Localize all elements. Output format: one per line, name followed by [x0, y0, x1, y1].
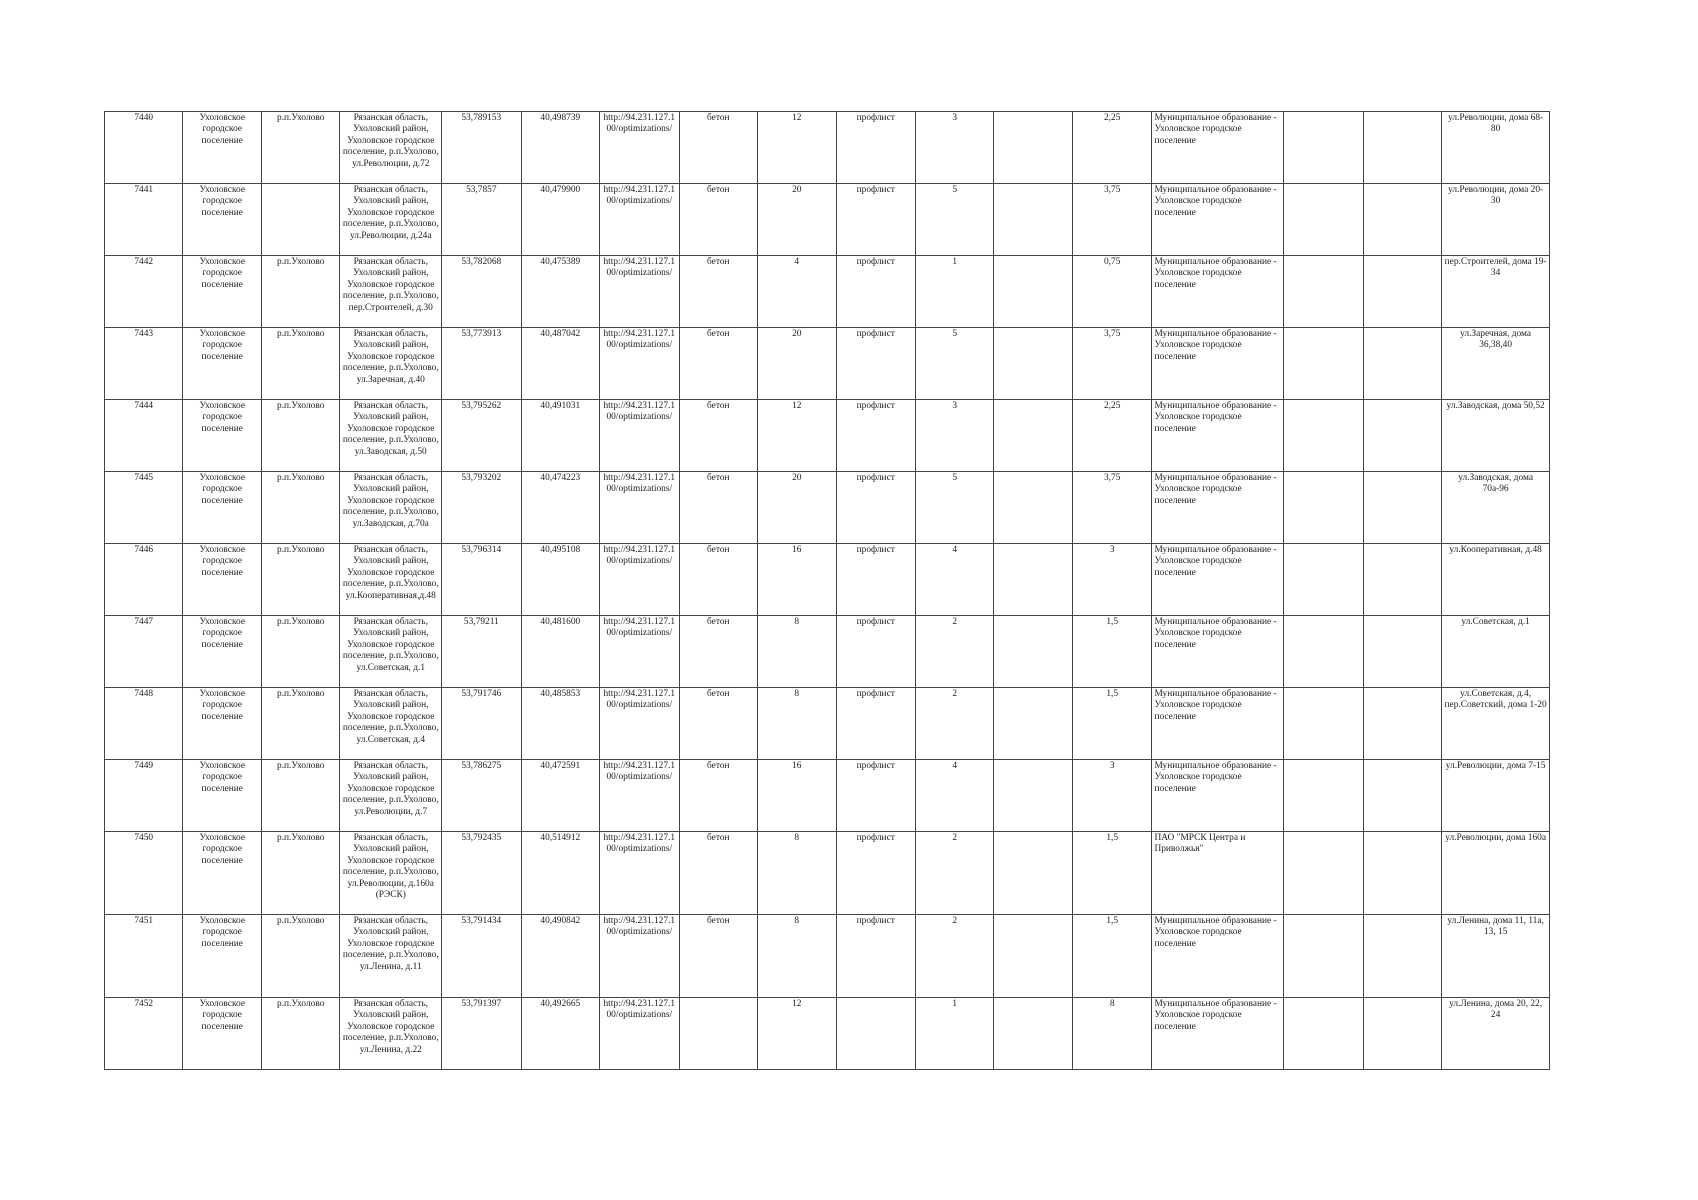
- waste-sources-cell: ул.Революции, дома 160а: [1442, 832, 1550, 915]
- empty-cell: [994, 832, 1072, 915]
- container-count-cell: 2: [915, 616, 993, 688]
- area-cell: 20: [758, 472, 836, 544]
- waste-sources-cell: ул.Ленина, дома 11, 11а, 13, 15: [1442, 915, 1550, 998]
- waste-sources-cell: ул.Заводская, дома 50,52: [1442, 400, 1550, 472]
- empty-cell: [994, 184, 1072, 256]
- area-cell: 12: [758, 998, 836, 1070]
- locality-cell: р.п.Ухолово: [261, 915, 339, 998]
- table-row: [105, 112, 1550, 184]
- locality-cell: р.п.Ухолово: [261, 688, 339, 760]
- map-link-cell: http://94.231.127.100/optimizations/: [600, 760, 679, 832]
- latitude-cell: 53,791746: [442, 688, 521, 760]
- map-link-cell: http://94.231.127.100/optimizations/: [600, 688, 679, 760]
- settlement-cell: Ухоловское городское поселение: [183, 616, 261, 688]
- waste-sources-cell: ул.Советская, д.1: [1442, 616, 1550, 688]
- container-count-cell: 1: [915, 998, 993, 1070]
- surface-type-cell: [679, 998, 757, 1070]
- locality-cell: р.п.Ухолово: [261, 328, 339, 400]
- table-row: [105, 915, 1550, 998]
- surface-type-cell: бетон: [679, 400, 757, 472]
- empty-cell: [994, 760, 1072, 832]
- fence-type-cell: профлист: [836, 832, 915, 915]
- owner-cell: Муниципальное образование - Ухоловское городское поселение: [1152, 616, 1284, 688]
- waste-sources-cell: ул.Революции, дома 68-80: [1442, 112, 1550, 184]
- volume-cell: 1,5: [1072, 616, 1151, 688]
- surface-type-cell: бетон: [679, 184, 757, 256]
- locality-cell: р.п.Ухолово: [261, 544, 339, 616]
- owner-cell: Муниципальное образование - Ухоловское городское поселение: [1152, 400, 1284, 472]
- address-cell: Рязанская область, Ухоловский район, Ухоловское городское поселение, р.п.Ухолово, ул.Революции, д.7: [340, 760, 442, 832]
- volume-cell: 3: [1072, 760, 1151, 832]
- area-cell: 12: [758, 400, 836, 472]
- waste-sources-cell: ул.Ленина, дома 20, 22, 24: [1442, 998, 1550, 1070]
- empty-cell: [1284, 616, 1363, 688]
- container-count-cell: 3: [915, 400, 993, 472]
- fence-type-cell: профлист: [836, 400, 915, 472]
- fence-type-cell: профлист: [836, 256, 915, 328]
- empty-cell: [994, 616, 1072, 688]
- volume-cell: 2,25: [1072, 112, 1151, 184]
- longitude-cell: 40,474223: [521, 472, 599, 544]
- settlement-cell: Ухоловское городское поселение: [183, 998, 261, 1070]
- empty-cell: [1363, 328, 1441, 400]
- latitude-cell: 53,773913: [442, 328, 521, 400]
- fence-type-cell: профлист: [836, 688, 915, 760]
- site-id-cell: 7443: [105, 328, 183, 400]
- latitude-cell: 53,7857: [442, 184, 521, 256]
- latitude-cell: 53,795262: [442, 400, 521, 472]
- map-link-cell: http://94.231.127.100/optimizations/: [600, 184, 679, 256]
- latitude-cell: 53,791434: [442, 915, 521, 998]
- waste-sources-cell: пер.Строителей, дома 19-34: [1442, 256, 1550, 328]
- map-link-cell: http://94.231.127.100/optimizations/: [600, 472, 679, 544]
- site-id-cell: 7441: [105, 184, 183, 256]
- settlement-cell: Ухоловское городское поселение: [183, 256, 261, 328]
- site-id-cell: 7446: [105, 544, 183, 616]
- empty-cell: [1363, 400, 1441, 472]
- table-row: [105, 184, 1550, 256]
- address-cell: Рязанская область, Ухоловский район, Ухоловское городское поселение, р.п.Ухолово, ул.Революции, д.160а (РЭСК): [340, 832, 442, 915]
- longitude-cell: 40,485853: [521, 688, 599, 760]
- empty-cell: [994, 544, 1072, 616]
- empty-cell: [1284, 915, 1363, 998]
- latitude-cell: 53,789153: [442, 112, 521, 184]
- volume-cell: 3: [1072, 544, 1151, 616]
- site-id-cell: 7447: [105, 616, 183, 688]
- empty-cell: [1363, 915, 1441, 998]
- site-id-cell: 7444: [105, 400, 183, 472]
- site-id-cell: 7449: [105, 760, 183, 832]
- fence-type-cell: профлист: [836, 184, 915, 256]
- table-row: [105, 688, 1550, 760]
- empty-cell: [994, 915, 1072, 998]
- empty-cell: [1284, 112, 1363, 184]
- container-count-cell: 4: [915, 760, 993, 832]
- volume-cell: 3,75: [1072, 472, 1151, 544]
- empty-cell: [1363, 688, 1441, 760]
- site-id-cell: 7442: [105, 256, 183, 328]
- latitude-cell: 53,786275: [442, 760, 521, 832]
- table-row: [105, 256, 1550, 328]
- empty-cell: [1363, 544, 1441, 616]
- address-cell: Рязанская область, Ухоловский район, Ухоловское городское поселение, р.п.Ухолово, ул.Советская, д.4: [340, 688, 442, 760]
- locality-cell: р.п.Ухолово: [261, 472, 339, 544]
- waste-sources-cell: ул.Заречная, дома 36,38,40: [1442, 328, 1550, 400]
- empty-cell: [1284, 998, 1363, 1070]
- site-id-cell: 7450: [105, 832, 183, 915]
- settlement-cell: Ухоловское городское поселение: [183, 400, 261, 472]
- locality-cell: р.п.Ухолово: [261, 998, 339, 1070]
- volume-cell: 1,5: [1072, 832, 1151, 915]
- address-cell: Рязанская область, Ухоловский район, Ухоловское городское поселение, р.п.Ухолово, ул.Ленина, д.22: [340, 998, 442, 1070]
- volume-cell: 3,75: [1072, 328, 1151, 400]
- address-cell: Рязанская область, Ухоловский район, Ухоловское городское поселение, р.п.Ухолово, ул.Заводская, д.70а: [340, 472, 442, 544]
- container-count-cell: 2: [915, 832, 993, 915]
- surface-type-cell: бетон: [679, 472, 757, 544]
- site-id-cell: 7448: [105, 688, 183, 760]
- empty-cell: [1363, 184, 1441, 256]
- surface-type-cell: бетон: [679, 616, 757, 688]
- fence-type-cell: профлист: [836, 544, 915, 616]
- waste-sources-cell: ул.Заводская, дома 70а-96: [1442, 472, 1550, 544]
- settlement-cell: Ухоловское городское поселение: [183, 832, 261, 915]
- locality-cell: р.п.Ухолово: [261, 832, 339, 915]
- owner-cell: Муниципальное образование - Ухоловское городское поселение: [1152, 256, 1284, 328]
- empty-cell: [1363, 616, 1441, 688]
- area-cell: 20: [758, 328, 836, 400]
- table-row: [105, 544, 1550, 616]
- fence-type-cell: профлист: [836, 616, 915, 688]
- table-row: [105, 616, 1550, 688]
- site-id-cell: 7452: [105, 998, 183, 1070]
- empty-cell: [1284, 184, 1363, 256]
- empty-cell: [994, 472, 1072, 544]
- volume-cell: 1,5: [1072, 915, 1151, 998]
- container-count-cell: 4: [915, 544, 993, 616]
- empty-cell: [994, 998, 1072, 1070]
- surface-type-cell: бетон: [679, 760, 757, 832]
- owner-cell: ПАО "МРСК Центра и Приволжья": [1152, 832, 1284, 915]
- area-cell: 16: [758, 544, 836, 616]
- longitude-cell: 40,495108: [521, 544, 599, 616]
- fence-type-cell: профлист: [836, 112, 915, 184]
- locality-cell: р.п.Ухолово: [261, 256, 339, 328]
- empty-cell: [1284, 328, 1363, 400]
- table-row: [105, 328, 1550, 400]
- latitude-cell: 53,793202: [442, 472, 521, 544]
- site-id-cell: 7445: [105, 472, 183, 544]
- settlement-cell: Ухоловское городское поселение: [183, 915, 261, 998]
- registry-sheet: [104, 111, 1550, 1070]
- container-count-cell: 5: [915, 328, 993, 400]
- longitude-cell: 40,514912: [521, 832, 599, 915]
- surface-type-cell: бетон: [679, 832, 757, 915]
- area-cell: 16: [758, 760, 836, 832]
- empty-cell: [1363, 832, 1441, 915]
- empty-cell: [994, 256, 1072, 328]
- waste-sources-cell: ул.Революции, дома 20-30: [1442, 184, 1550, 256]
- settlement-cell: Ухоловское городское поселение: [183, 688, 261, 760]
- longitude-cell: 40,472591: [521, 760, 599, 832]
- table-row: [105, 472, 1550, 544]
- longitude-cell: 40,481600: [521, 616, 599, 688]
- empty-cell: [1363, 760, 1441, 832]
- latitude-cell: 53,791397: [442, 998, 521, 1070]
- volume-cell: 2,25: [1072, 400, 1151, 472]
- area-cell: 8: [758, 915, 836, 998]
- volume-cell: 3,75: [1072, 184, 1151, 256]
- empty-cell: [1363, 472, 1441, 544]
- longitude-cell: 40,498739: [521, 112, 599, 184]
- longitude-cell: 40,491031: [521, 400, 599, 472]
- area-cell: 20: [758, 184, 836, 256]
- map-link-cell: http://94.231.127.100/optimizations/: [600, 915, 679, 998]
- address-cell: Рязанская область, Ухоловский район, Ухоловское городское поселение, р.п.Ухолово, ул.Ленина, д.11: [340, 915, 442, 998]
- area-cell: 12: [758, 112, 836, 184]
- table-row: [105, 760, 1550, 832]
- latitude-cell: 53,79211: [442, 616, 521, 688]
- volume-cell: 1,5: [1072, 688, 1151, 760]
- settlement-cell: Ухоловское городское поселение: [183, 760, 261, 832]
- surface-type-cell: бетон: [679, 328, 757, 400]
- fence-type-cell: профлист: [836, 328, 915, 400]
- map-link-cell: http://94.231.127.100/optimizations/: [600, 544, 679, 616]
- waste-sources-cell: ул.Революции, дома 7-15: [1442, 760, 1550, 832]
- empty-cell: [1284, 472, 1363, 544]
- settlement-cell: Ухоловское городское поселение: [183, 112, 261, 184]
- volume-cell: 0,75: [1072, 256, 1151, 328]
- address-cell: Рязанская область, Ухоловский район, Ухоловское городское поселение, р.п.Ухолово, пер.Строителей, д.30: [340, 256, 442, 328]
- waste-sources-cell: ул.Кооперативная, д.48: [1442, 544, 1550, 616]
- container-count-cell: 5: [915, 472, 993, 544]
- locality-cell: [261, 184, 339, 256]
- owner-cell: Муниципальное образование - Ухоловское городское поселение: [1152, 472, 1284, 544]
- owner-cell: Муниципальное образование - Ухоловское городское поселение: [1152, 915, 1284, 998]
- table-row: [105, 832, 1550, 915]
- empty-cell: [1363, 998, 1441, 1070]
- map-link-cell: http://94.231.127.100/optimizations/: [600, 256, 679, 328]
- locality-cell: р.п.Ухолово: [261, 112, 339, 184]
- longitude-cell: 40,475389: [521, 256, 599, 328]
- empty-cell: [1284, 256, 1363, 328]
- empty-cell: [994, 688, 1072, 760]
- owner-cell: Муниципальное образование - Ухоловское городское поселение: [1152, 760, 1284, 832]
- address-cell: Рязанская область, Ухоловский район, Ухоловское городское поселение, р.п.Ухолово, ул.Заводская, д.50: [340, 400, 442, 472]
- locality-cell: р.п.Ухолово: [261, 760, 339, 832]
- map-link-cell: http://94.231.127.100/optimizations/: [600, 112, 679, 184]
- settlement-cell: Ухоловское городское поселение: [183, 472, 261, 544]
- table-row: [105, 400, 1550, 472]
- container-count-cell: 5: [915, 184, 993, 256]
- address-cell: Рязанская область, Ухоловский район, Ухоловское городское поселение, р.п.Ухолово, ул.Революции, д.24а: [340, 184, 442, 256]
- empty-cell: [1284, 832, 1363, 915]
- table-body: [105, 112, 1550, 1070]
- owner-cell: Муниципальное образование - Ухоловское городское поселение: [1152, 688, 1284, 760]
- map-link-cell: http://94.231.127.100/optimizations/: [600, 400, 679, 472]
- settlement-cell: Ухоловское городское поселение: [183, 544, 261, 616]
- surface-type-cell: бетон: [679, 688, 757, 760]
- map-link-cell: http://94.231.127.100/optimizations/: [600, 616, 679, 688]
- waste-sites-table: [104, 111, 1550, 1070]
- empty-cell: [994, 112, 1072, 184]
- owner-cell: Муниципальное образование - Ухоловское городское поселение: [1152, 998, 1284, 1070]
- owner-cell: Муниципальное образование - Ухоловское городское поселение: [1152, 544, 1284, 616]
- table-row: [105, 998, 1550, 1070]
- settlement-cell: Ухоловское городское поселение: [183, 184, 261, 256]
- longitude-cell: 40,490842: [521, 915, 599, 998]
- site-id-cell: 7451: [105, 915, 183, 998]
- owner-cell: Муниципальное образование - Ухоловское городское поселение: [1152, 184, 1284, 256]
- empty-cell: [1284, 544, 1363, 616]
- area-cell: 8: [758, 688, 836, 760]
- longitude-cell: 40,479900: [521, 184, 599, 256]
- surface-type-cell: бетон: [679, 256, 757, 328]
- longitude-cell: 40,487042: [521, 328, 599, 400]
- owner-cell: Муниципальное образование - Ухоловское городское поселение: [1152, 328, 1284, 400]
- empty-cell: [994, 400, 1072, 472]
- longitude-cell: 40,492665: [521, 998, 599, 1070]
- fence-type-cell: профлист: [836, 760, 915, 832]
- container-count-cell: 2: [915, 915, 993, 998]
- empty-cell: [994, 328, 1072, 400]
- site-id-cell: 7440: [105, 112, 183, 184]
- fence-type-cell: [836, 998, 915, 1070]
- area-cell: 8: [758, 832, 836, 915]
- surface-type-cell: бетон: [679, 112, 757, 184]
- container-count-cell: 2: [915, 688, 993, 760]
- latitude-cell: 53,796314: [442, 544, 521, 616]
- waste-sources-cell: ул.Советская, д.4, пер.Советский, дома 1-20: [1442, 688, 1550, 760]
- surface-type-cell: бетон: [679, 544, 757, 616]
- surface-type-cell: бетон: [679, 915, 757, 998]
- volume-cell: 8: [1072, 998, 1151, 1070]
- area-cell: 8: [758, 616, 836, 688]
- container-count-cell: 3: [915, 112, 993, 184]
- owner-cell: Муниципальное образование - Ухоловское городское поселение: [1152, 112, 1284, 184]
- locality-cell: р.п.Ухолово: [261, 616, 339, 688]
- settlement-cell: Ухоловское городское поселение: [183, 328, 261, 400]
- address-cell: Рязанская область, Ухоловский район, Ухоловское городское поселение, р.п.Ухолово, ул.Советская, д.1: [340, 616, 442, 688]
- empty-cell: [1284, 688, 1363, 760]
- latitude-cell: 53,792435: [442, 832, 521, 915]
- empty-cell: [1284, 400, 1363, 472]
- address-cell: Рязанская область, Ухоловский район, Ухоловское городское поселение, р.п.Ухолово, ул.Заречная, д.40: [340, 328, 442, 400]
- latitude-cell: 53,782068: [442, 256, 521, 328]
- empty-cell: [1363, 112, 1441, 184]
- address-cell: Рязанская область, Ухоловский район, Ухоловское городское поселение, р.п.Ухолово, ул.Революции, д.72: [340, 112, 442, 184]
- fence-type-cell: профлист: [836, 915, 915, 998]
- address-cell: Рязанская область, Ухоловский район, Ухоловское городское поселение, р.п.Ухолово, ул.Кооперативная,д.48: [340, 544, 442, 616]
- empty-cell: [1363, 256, 1441, 328]
- map-link-cell: http://94.231.127.100/optimizations/: [600, 832, 679, 915]
- empty-cell: [1284, 760, 1363, 832]
- fence-type-cell: профлист: [836, 472, 915, 544]
- area-cell: 4: [758, 256, 836, 328]
- map-link-cell: http://94.231.127.100/optimizations/: [600, 998, 679, 1070]
- locality-cell: р.п.Ухолово: [261, 400, 339, 472]
- container-count-cell: 1: [915, 256, 993, 328]
- map-link-cell: http://94.231.127.100/optimizations/: [600, 328, 679, 400]
